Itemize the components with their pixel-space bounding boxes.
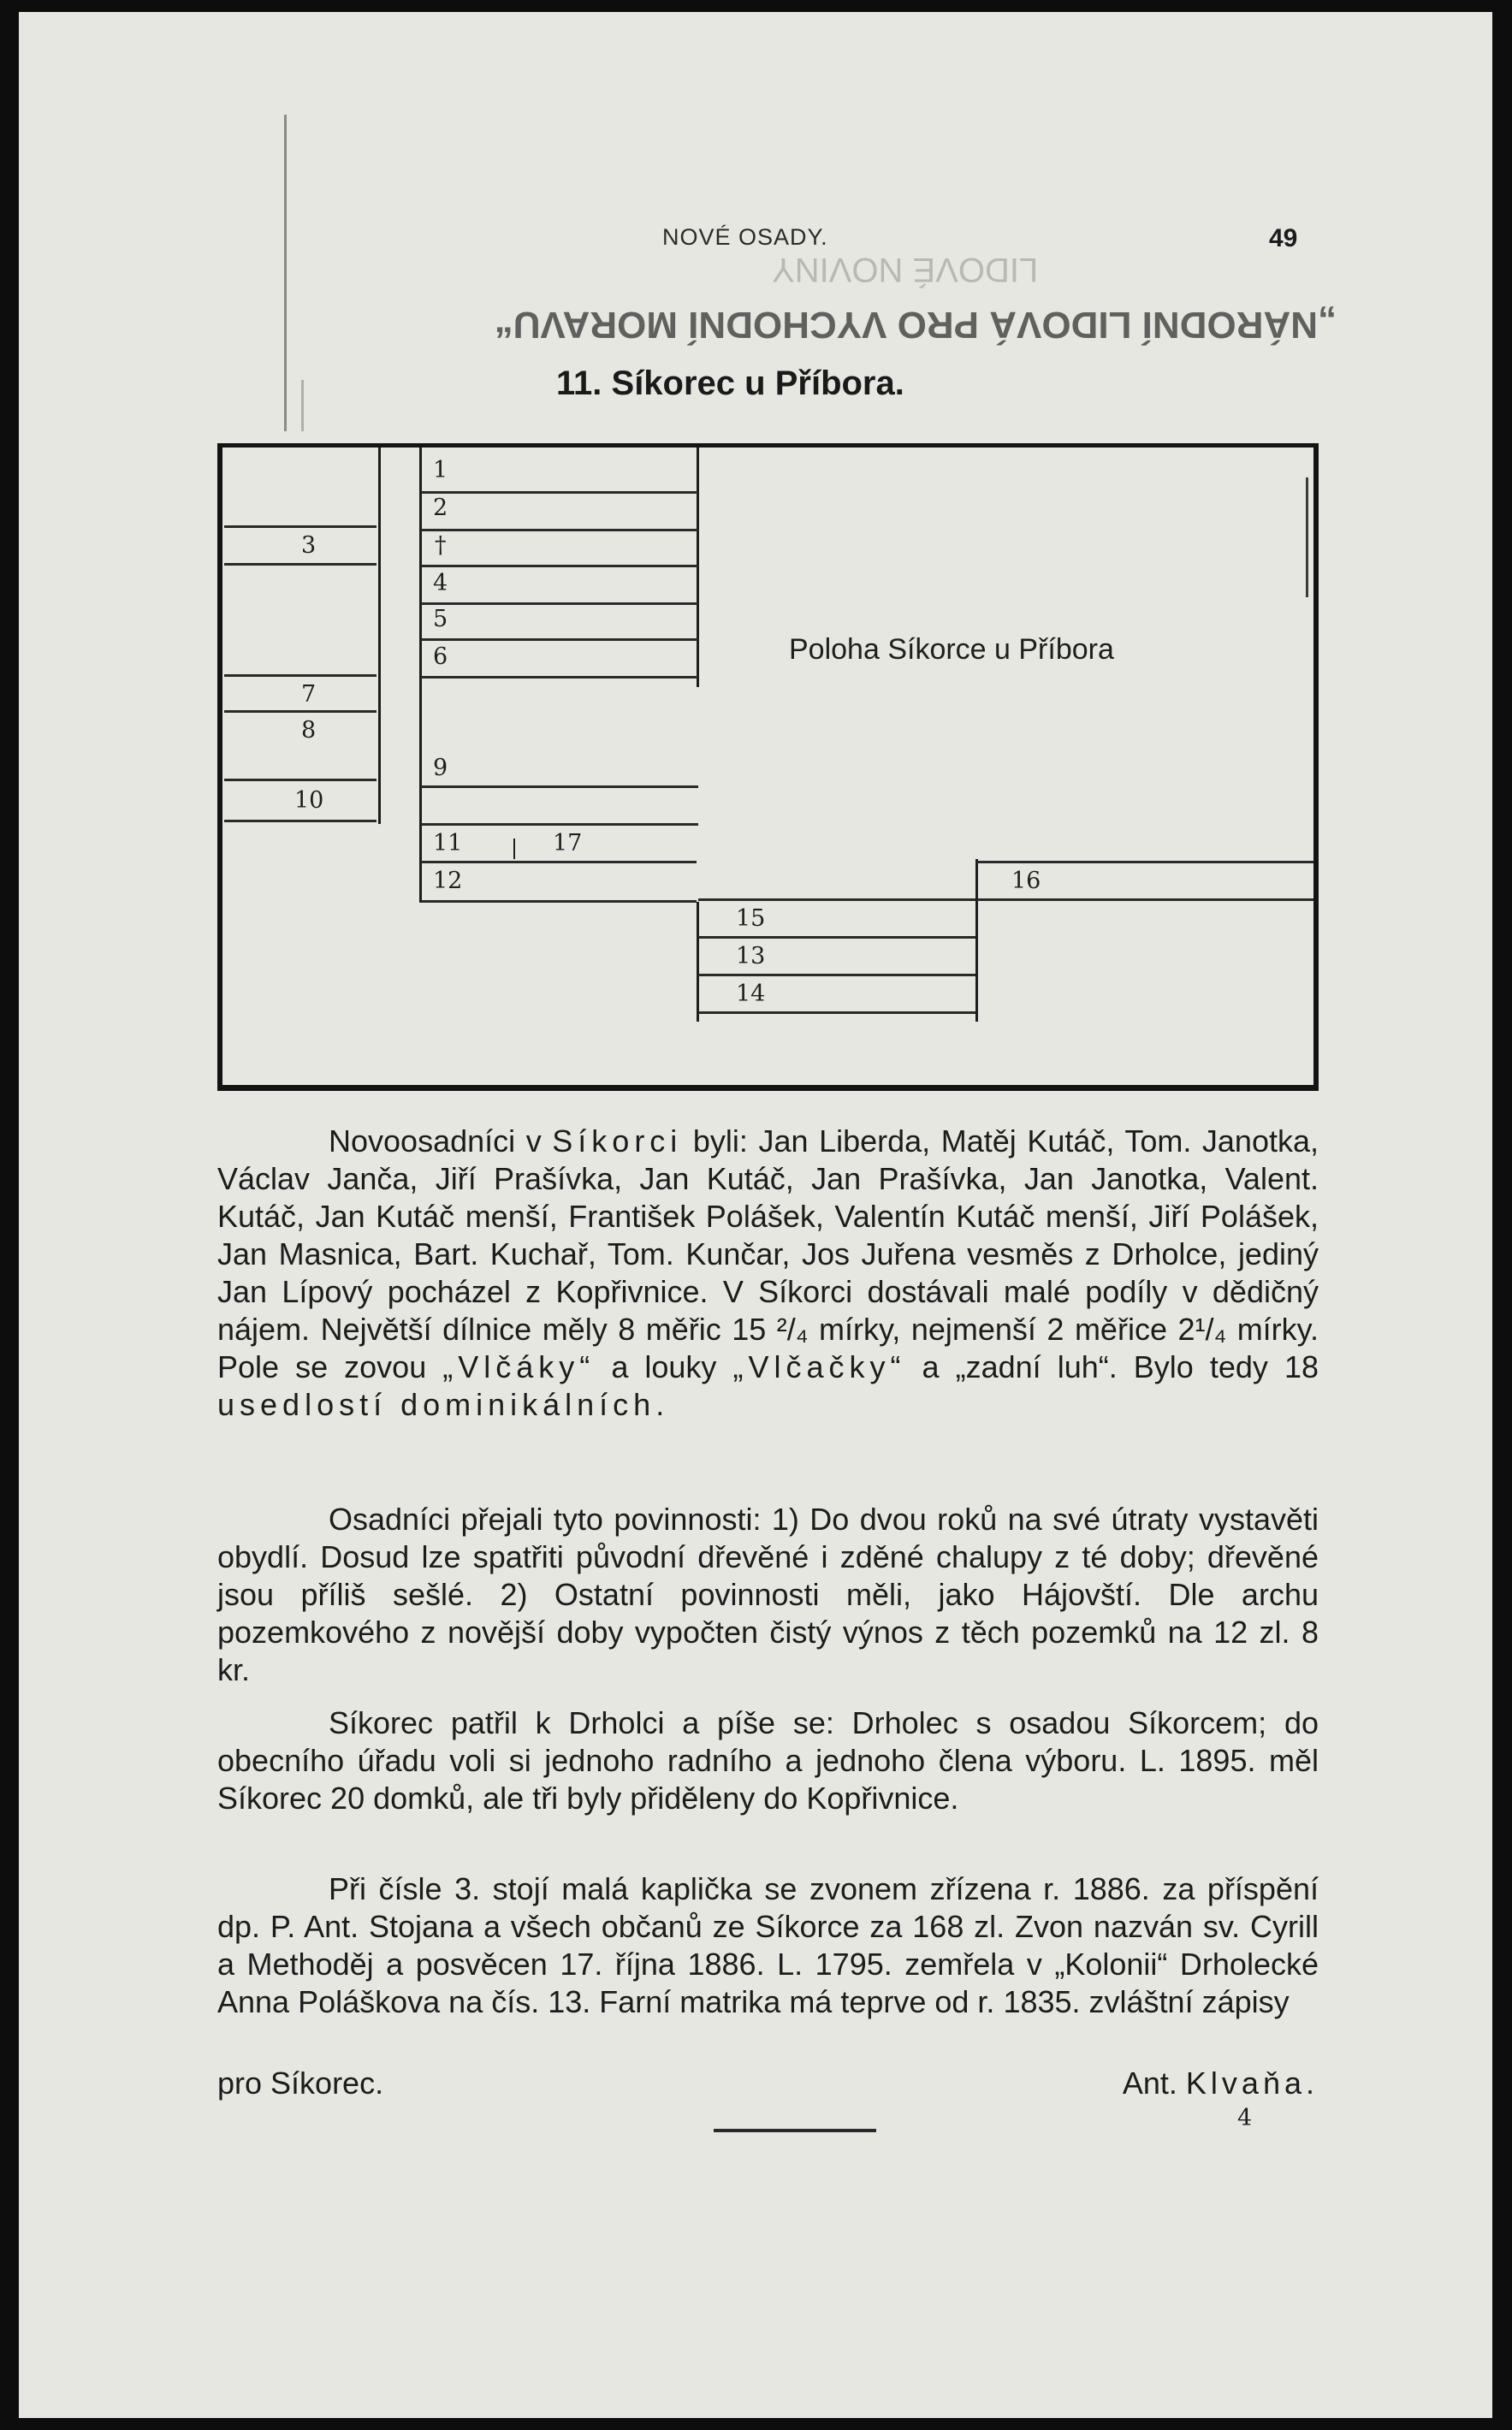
- plot-boundary: [421, 529, 698, 531]
- plot-boundary: [421, 861, 697, 863]
- emphasis-text: „Vlčačky“: [732, 1349, 906, 1384]
- plot-boundary: [977, 898, 1313, 901]
- plot-boundary: [698, 1011, 975, 1014]
- plot-boundary: [977, 861, 1313, 863]
- lot-number: 12: [433, 868, 463, 894]
- plot-boundary: [421, 900, 697, 903]
- map-frame: [217, 443, 222, 1091]
- text-run: a „zadní luh“. Bylo tedy 18: [905, 1349, 1319, 1384]
- plot-boundary: [421, 491, 698, 494]
- paragraph-settlers: [217, 1123, 1319, 1424]
- plot-boundary: [697, 447, 699, 687]
- bleed-through-text: „NÁRODNÍ LIDOVÁ PRO VYCHODNÍ MORAVU“: [494, 304, 1337, 346]
- text-run: Novoosadníci v: [329, 1123, 553, 1159]
- lot-number: 2: [433, 495, 448, 521]
- paragraph-administration: Síkorec patřil k Drholci a píše se: Drholec s osadou Síkorcem; do obecního úřadu voli si jednoho radního a jednoho člena výboru. L. 1895. měl Síkorec 20 domků, ale tři byly přiděleny do Kopřivnice.: [217, 1705, 1319, 1816]
- paragraph-chapel: Při čísle 3. stojí malá kaplička se zvonem zřízena r. 1886. za příspění dp. P. Ant. Stojana a všech občanů ze Síkorce za 168 zl. Zvon nazván sv. Cyrill a Methoděj a posvěcen 17. října 1886. L. 1795. zemřela v „Kolonii“ Drholecké Anna Poláškova na čís. 13. Farní matrika má teprve od r. 1835. zvláštní zápisy: [217, 1871, 1319, 2019]
- end-rule: [714, 2129, 876, 2132]
- plot-boundary: [1306, 477, 1308, 597]
- plot-boundary: [421, 823, 698, 826]
- lot-number: 9: [433, 755, 448, 781]
- plot-boundary: [224, 674, 377, 677]
- signature-surname: Klvaňa.: [1185, 2066, 1319, 2101]
- signature-initial: Ant.: [1122, 2066, 1186, 2101]
- lot-number: 13: [736, 943, 766, 969]
- sheet-number: 4: [1237, 2105, 1253, 2131]
- plot-boundary: [224, 525, 377, 528]
- plot-boundary: [698, 936, 975, 939]
- map-frame: [1313, 443, 1319, 1091]
- plot-boundary: [421, 676, 698, 679]
- plot-boundary: [224, 710, 377, 713]
- map-frame: [217, 443, 1319, 447]
- lot-number: 8: [301, 717, 317, 744]
- lot-number: 7: [301, 681, 317, 708]
- emphasis-text: „Vlčáky“: [442, 1349, 596, 1384]
- page-number: 49: [1269, 224, 1298, 252]
- plot-boundary: [224, 563, 377, 566]
- plot-boundary: [698, 974, 975, 976]
- lot-number: 14: [736, 981, 766, 1007]
- lot-number: 10: [294, 787, 324, 814]
- bleed-through-text: LIDOVÉ NOVINY: [772, 251, 1039, 288]
- lot-number: 11: [433, 830, 463, 856]
- plot-boundary: [421, 638, 698, 641]
- closing-line: [217, 2065, 1319, 2102]
- margin-mark: [301, 380, 304, 431]
- plot-boundary: [419, 447, 422, 903]
- lot-number: 1: [433, 457, 448, 483]
- text-run: byli: Jan Liberda, Matěj Kutáč, Tom. Janotka, Václav Janča, Jiří Prašívka, Jan Kutáč, Jan Prašívka, Jan Janotka, Valent. Kutáč, Jan Kutáč menší, František Polášek, Valentín Kutáč menší, Jiří Polášek, Jan Masnica, Bart. Kuchař, Tom. Kunčar, Jos Juřena vesměs z Drholce, jediný Jan Lípový pocházel z Kopřivnice. V Síkorci dostávali malé podíly v dědičný nájem. Největší dílnice měly 8 měřic 15 ²/₄ mírky, nejmenší 2 měřice 2¹/₄ mírky. Pole se zovou: [217, 1123, 1319, 1384]
- section-title: 11. Síkorec u Příbora.: [556, 364, 904, 402]
- lot-number: 3: [301, 532, 317, 559]
- closing-text: pro Síkorec.: [217, 2066, 384, 2101]
- plot-boundary: [224, 779, 377, 781]
- emphasis-text: usedlostí dominikálních.: [217, 1387, 670, 1422]
- plot-boundary: [421, 785, 698, 788]
- lot-number: 5: [433, 606, 448, 632]
- running-head: NOVÉ OSADY.: [662, 224, 828, 250]
- lot-number: 17: [553, 830, 583, 856]
- plot-boundary: [224, 820, 377, 822]
- village-plot-map: [217, 443, 1319, 1094]
- text-run: a louky: [595, 1349, 733, 1384]
- emphasis-text: Síkorci: [552, 1123, 683, 1159]
- plot-boundary: [975, 859, 978, 1022]
- map-caption: Poloha Síkorce u Příbora: [789, 633, 1114, 666]
- map-frame: [217, 1085, 1319, 1091]
- plot-boundary: [513, 839, 515, 859]
- plot-boundary: [697, 902, 699, 1022]
- plot-boundary: [421, 602, 698, 605]
- plot-boundary: [421, 565, 698, 567]
- book-page: [19, 12, 1492, 2418]
- lot-number: 16: [1011, 868, 1041, 894]
- author-signature: [1123, 2065, 1319, 2102]
- lot-number: 15: [736, 905, 766, 932]
- paragraph-obligations: Osadníci přejali tyto povinnosti: 1) Do dvou roků na své útraty vystavěti obydlí. Dosud lze spatřiti původní dřevěné i zděné chalupy z té doby; dřevěné jsou příliš sešlé. 2) Ostatní povinnosti měli, jako Hájovští. Dle archu pozemkového z novější doby vypočten čistý výnos z těch pozemků na 12 zl. 8 kr.: [217, 1502, 1319, 1687]
- lot-number: 6: [433, 643, 448, 670]
- plot-boundary: [698, 898, 975, 901]
- chapel-cross-icon: †: [435, 532, 447, 559]
- lot-number: 4: [433, 570, 448, 596]
- margin-mark: [284, 115, 287, 431]
- plot-boundary: [378, 447, 381, 824]
